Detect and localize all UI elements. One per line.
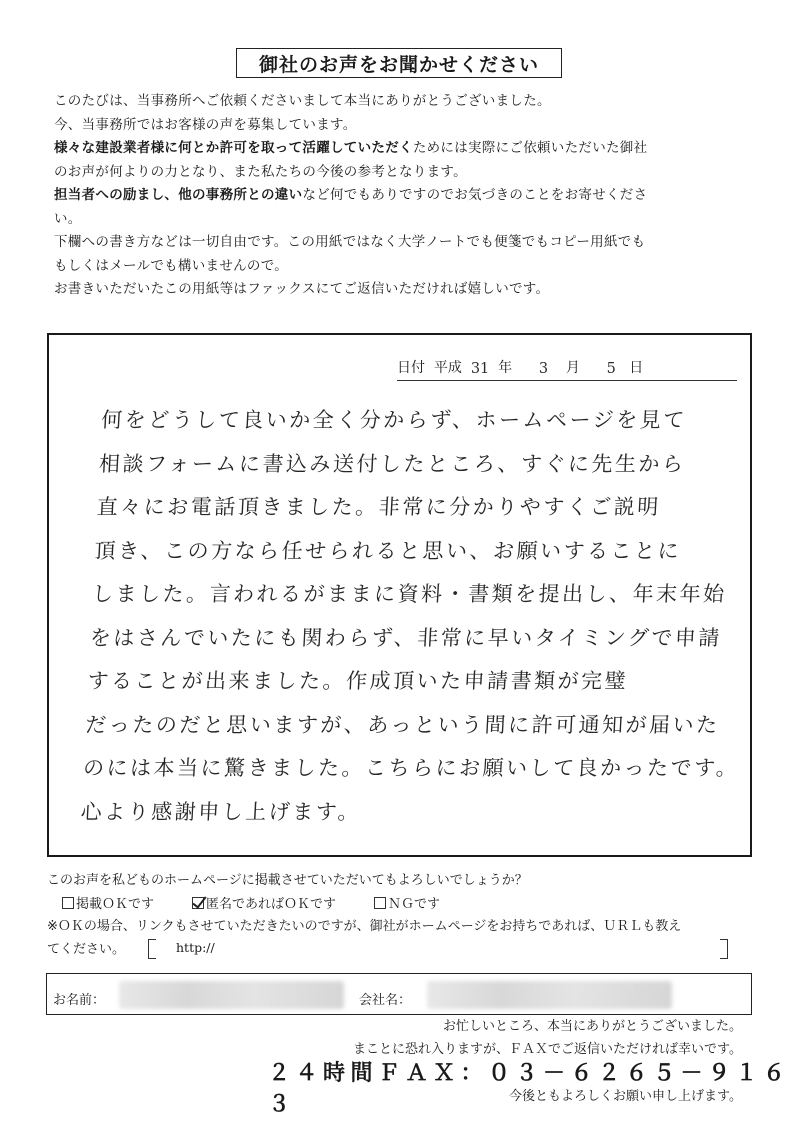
company-label: 会社名： xyxy=(359,993,412,1008)
intro-rest: ためには実際にご依頼いただいた御社 xyxy=(412,140,648,156)
closing-thanks: お忙しいところ、本当にありがとうございました。 xyxy=(442,1019,742,1034)
message-box xyxy=(47,333,752,857)
message-line: だったのだと思いますが、あっという間に許可通知が届いた xyxy=(84,712,721,737)
message-line: しました。言われるがままに資料・書類を提出し、年末年始 xyxy=(91,582,728,606)
option-anonymous-label: 匿名であればＯＫです xyxy=(206,897,337,912)
url-note-line: ※ＯＫの場合、リンクもさせていただきたいのですが、御社がホームページをお持ちであれば、ＵＲＬも教え xyxy=(47,919,682,934)
intro-line: このたびは、当事務所へご依頼くださいまして本当にありがとうございました。 xyxy=(54,93,551,109)
message-line: 相談フォームに書込み送付したところ、すぐに先生から xyxy=(98,451,687,476)
handwritten-message xyxy=(80,399,763,834)
info-box xyxy=(46,973,752,1015)
url-prefix: http:// xyxy=(176,940,215,955)
message-line: 何をどうして良いか全く分からず、ホームページを見て xyxy=(100,408,688,432)
option-ok[interactable] xyxy=(62,893,154,912)
message-line: 直々にお電話頂きました。非常に分かりやすくご説明 xyxy=(96,495,662,519)
option-anonymous[interactable] xyxy=(192,893,336,912)
date-day: 5 xyxy=(606,361,616,377)
intro-text xyxy=(54,90,754,302)
date-label: 日付 xyxy=(397,360,425,376)
url-field[interactable] xyxy=(148,937,728,961)
permission-question: このお声を私どものホームページに掲載させていただいてもよろしいでしょうか？ xyxy=(47,873,528,888)
option-ng[interactable] xyxy=(374,893,440,912)
intro-line xyxy=(54,137,754,161)
intro-rest: など何でもありですのでお気づきのことをお寄せくださ xyxy=(302,187,648,203)
message-line: 心より感謝申し上げます。 xyxy=(80,799,362,824)
message-line: のには本当に驚きました。こちらにお願いして良かったです。 xyxy=(82,756,741,780)
intro-line xyxy=(54,184,754,208)
date-day-unit: 日 xyxy=(629,360,644,376)
intro-line: 今、当事務所ではお客様の声を募集しています。 xyxy=(54,116,357,133)
checkbox-ok[interactable] xyxy=(62,897,74,909)
permission-options xyxy=(62,893,440,912)
date-month-unit: 月 xyxy=(565,360,580,376)
checkbox-ng[interactable] xyxy=(374,897,386,909)
intro-line: 下欄への書き方などは一切自由です。この用紙ではなく大学ノートでも便箋でもコピー用紙でも xyxy=(54,234,646,250)
intro-line: のお声が何よりの力となり、また私たちの今後の参考となります。 xyxy=(54,163,467,180)
message-line: 頂き、この方なら任せられると思い、お願いすることに xyxy=(93,538,682,563)
date-row xyxy=(397,355,737,381)
name-field-redacted[interactable] xyxy=(119,981,344,1009)
closing-regards: 今後ともよろしくお願い申し上げます。 xyxy=(509,1089,742,1104)
intro-bold: 担当者への励まし、他の事務所との違い xyxy=(54,187,303,203)
intro-line: もしくはメールでも構いませんので。 xyxy=(54,257,289,274)
form-title: 御社のお声をお聞かせください xyxy=(236,48,562,78)
bracket-left xyxy=(148,939,156,959)
intro-line: い。 xyxy=(54,210,82,227)
bracket-right xyxy=(720,939,728,959)
option-ng-label: ＮＧです xyxy=(388,897,441,912)
message-line: をはさんでいたにも関わらず、非常に早いタイミングで申請 xyxy=(89,625,723,650)
date-year-unit: 年 xyxy=(498,360,513,376)
date-month: 3 xyxy=(538,361,549,377)
intro-bold: 様々な建設業者様に何とか許可を取って活躍していただく xyxy=(54,140,413,156)
company-field-redacted[interactable] xyxy=(427,981,672,1009)
intro-line: お書きいただいたこの用紙等はファックスにてご返信いただければ嬉しいです。 xyxy=(54,281,550,297)
checkbox-anonymous[interactable] xyxy=(192,897,204,909)
name-label: お名前： xyxy=(53,993,106,1008)
fax-number: ２４時間ＦＡＸ：０３－６２６５－９１６３ xyxy=(268,1061,791,1117)
closing-request: まことに恐れ入りますが、ＦＡＸでご返信いただければ幸いです。 xyxy=(353,1042,742,1057)
url-note-line: てください。 xyxy=(47,942,126,957)
date-era: 平成 xyxy=(433,360,462,376)
message-line: することが出来ました。作成頂いた申請書類が完璧 xyxy=(86,669,629,693)
option-ok-label: 掲載ＯＫです xyxy=(76,897,155,912)
date-year: 31 xyxy=(470,361,490,377)
